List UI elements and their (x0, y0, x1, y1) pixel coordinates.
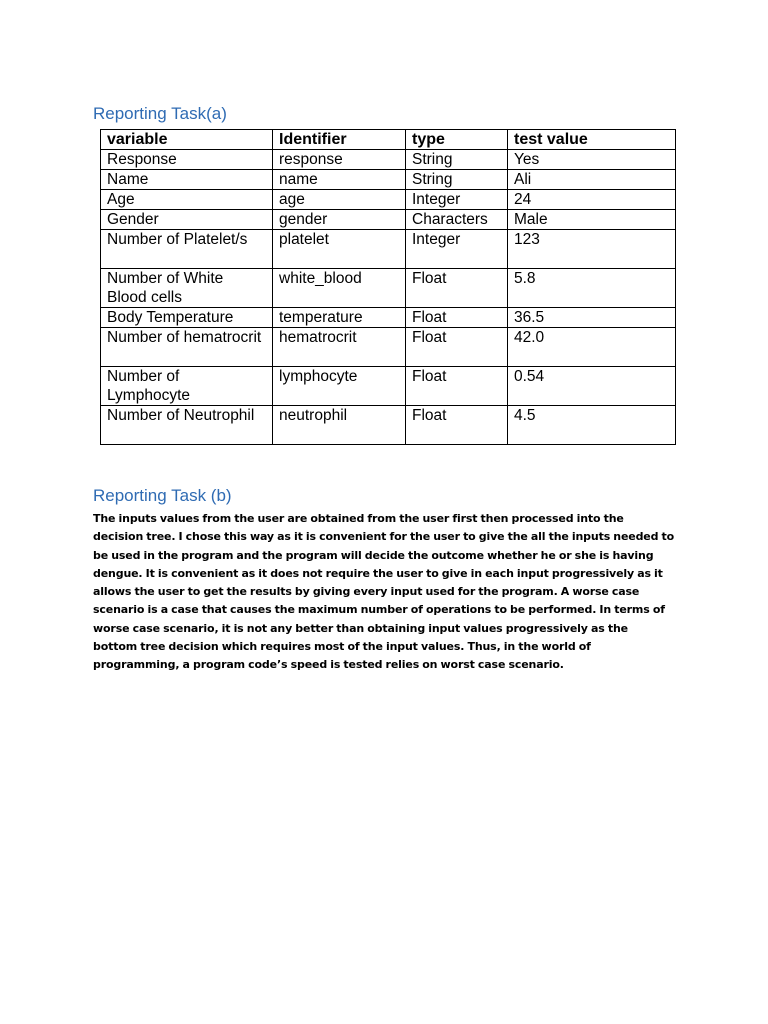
table-row (101, 269, 676, 308)
cell-variable: Age (101, 190, 273, 210)
cell-identifier: name (273, 170, 406, 190)
cell-variable: Number of Lymphocyte (101, 367, 273, 406)
cell-identifier: lymphocyte (273, 367, 406, 406)
cell-type: Float (406, 308, 508, 328)
cell-test-value: 24 (508, 190, 676, 210)
cell-variable: Number of Neutrophil (101, 406, 273, 445)
cell-variable: Number of White Blood cells (101, 269, 273, 308)
cell-type: Float (406, 328, 508, 367)
cell-identifier: age (273, 190, 406, 210)
cell-type: Integer (406, 190, 508, 210)
table-row (101, 308, 676, 328)
cell-variable: Number of Platelet/s (101, 230, 273, 269)
cell-test-value: 4.5 (508, 406, 676, 445)
cell-type: String (406, 150, 508, 170)
cell-variable: Response (101, 150, 273, 170)
cell-identifier: hematrocrit (273, 328, 406, 367)
cell-variable: Number of hematrocrit (101, 328, 273, 367)
cell-identifier: white_blood (273, 269, 406, 308)
cell-type: Float (406, 406, 508, 445)
table-row (101, 230, 676, 269)
cell-test-value: 0.54 (508, 367, 676, 406)
cell-test-value: Yes (508, 150, 676, 170)
cell-type: Integer (406, 230, 508, 269)
header-identifier: Identifier (273, 130, 406, 150)
variables-table (100, 129, 676, 445)
table-row (101, 150, 676, 170)
cell-variable: Name (101, 170, 273, 190)
header-type: type (406, 130, 508, 150)
cell-variable: Body Temperature (101, 308, 273, 328)
cell-identifier: gender (273, 210, 406, 230)
table-header-row (101, 130, 676, 150)
cell-identifier: response (273, 150, 406, 170)
header-test-value: test value (508, 130, 676, 150)
table-row (101, 210, 676, 230)
cell-type: String (406, 170, 508, 190)
cell-test-value: Ali (508, 170, 676, 190)
header-variable: variable (101, 130, 273, 150)
cell-test-value: 5.8 (508, 269, 676, 308)
cell-test-value: 42.0 (508, 328, 676, 367)
section-b-paragraph: The inputs values from the user are obtained from the user first then processed into the decision tree. I chose this way as it is convenient for the user to give the all the inputs needed to be used in the program and the program will decide the outcome whether he or she is having dengue. It is convenient as it does not require the user to give in each input progressively as it allows the user to get the results by giving every input used for the program. A worse case scenario is a case that causes the maximum number of operations to be performed. In terms of worse case scenario, it is not any better than obtaining input values progressively as the bottom tree decision which requires most of the input values. Thus, in the world of programming, a program code’s speed is tested relies on worst case scenario. (93, 512, 675, 672)
table-row (101, 367, 676, 406)
cell-test-value: 123 (508, 230, 676, 269)
cell-test-value: Male (508, 210, 676, 230)
cell-type: Float (406, 367, 508, 406)
cell-identifier: platelet (273, 230, 406, 269)
table-row (101, 328, 676, 367)
cell-type: Characters (406, 210, 508, 230)
table-row (101, 190, 676, 210)
table-row (101, 406, 676, 445)
section-b-heading: Reporting Task (b) (93, 486, 232, 505)
cell-identifier: neutrophil (273, 406, 406, 445)
cell-variable: Gender (101, 210, 273, 230)
cell-type: Float (406, 269, 508, 308)
section-a-heading: Reporting Task(a) (93, 104, 227, 123)
cell-identifier: temperature (273, 308, 406, 328)
table-row (101, 170, 676, 190)
cell-test-value: 36.5 (508, 308, 676, 328)
